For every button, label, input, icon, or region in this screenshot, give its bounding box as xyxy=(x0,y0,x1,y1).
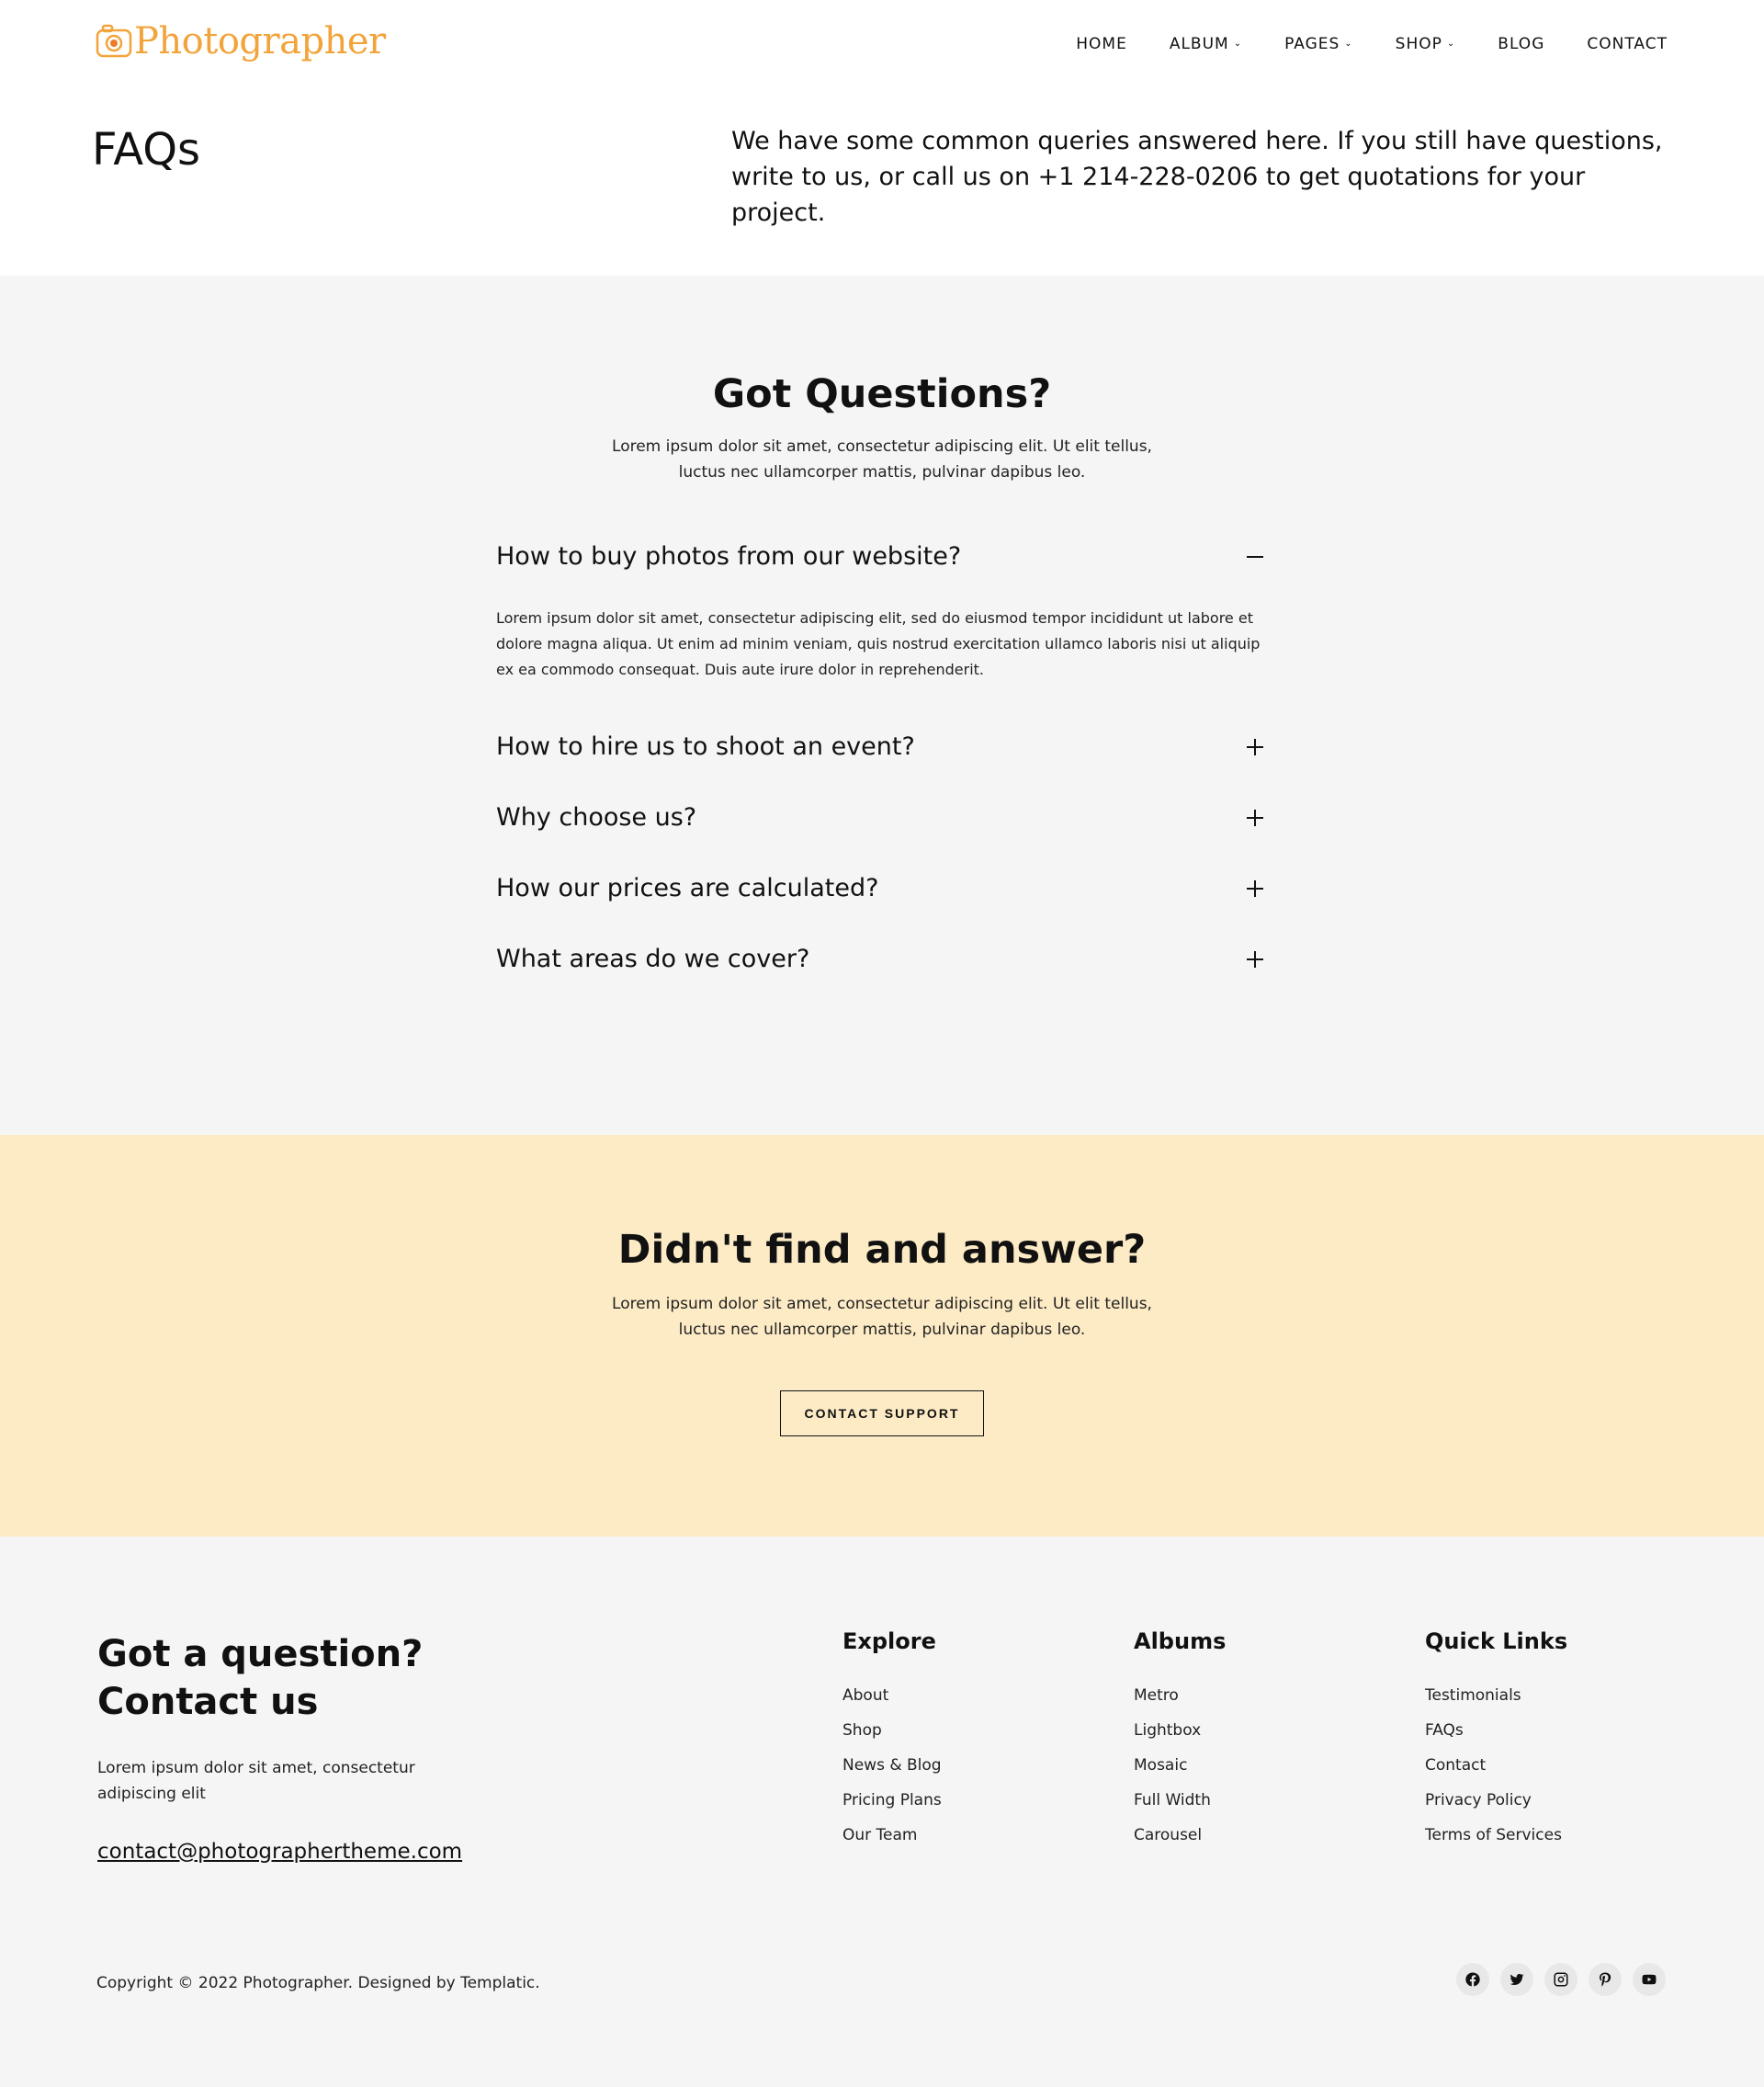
footer-title-line: Contact us xyxy=(97,1681,319,1723)
faq-item xyxy=(496,803,1264,832)
faq-subtitle-line: Lorem ipsum dolor sit amet, consectetur adipiscing elit. Ut elit tellus, xyxy=(612,437,1152,456)
footer-link[interactable]: Full Width xyxy=(1134,1791,1211,1809)
faq-section xyxy=(0,276,1764,1135)
contact-support-button[interactable]: CONTACT SUPPORT xyxy=(780,1390,984,1436)
nav-label: BLOG xyxy=(1498,35,1545,53)
page-title: FAQs xyxy=(92,124,200,176)
instagram-icon[interactable] xyxy=(1544,1963,1577,1996)
footer-link[interactable]: Testimonials xyxy=(1425,1686,1521,1705)
footer-link[interactable]: Metro xyxy=(1134,1686,1179,1705)
nav-contact[interactable] xyxy=(1587,35,1668,53)
nav-album[interactable] xyxy=(1170,35,1242,53)
logo-text: Photographer xyxy=(134,20,386,62)
pinterest-icon[interactable] xyxy=(1589,1963,1622,1996)
plus-icon[interactable] xyxy=(1246,879,1264,898)
footer-title-line: Got a question? xyxy=(97,1633,424,1675)
cta-subtitle-line: luctus nec ullamcorper mattis, pulvinar dapibus leo. xyxy=(678,1321,1086,1339)
faq-item xyxy=(496,542,1264,683)
nav-label: HOME xyxy=(1076,35,1127,53)
faq-question: How our prices are calculated? xyxy=(496,874,879,902)
footer-link[interactable]: Lightbox xyxy=(1134,1721,1202,1740)
contact-cta-section xyxy=(0,1135,1764,1537)
footer-link[interactable]: Terms of Services xyxy=(1425,1826,1562,1844)
nav-home[interactable] xyxy=(1076,35,1127,53)
footer-link[interactable]: Carousel xyxy=(1134,1826,1203,1844)
page-intro: We have some common queries answered here. If you still have questions, write to us, or call us on +1 214-228-0206 to get quotations for your project. xyxy=(731,127,1663,227)
chevron-down-icon: ⌄ xyxy=(1344,38,1353,49)
footer-col-heading: Quick Links xyxy=(1425,1628,1568,1654)
faq-question: How to hire us to shoot an event? xyxy=(496,732,915,761)
faq-question-toggle[interactable] xyxy=(496,732,1264,761)
cta-heading: Didn't find and answer? xyxy=(617,1227,1147,1273)
footer-col-quick-links xyxy=(1425,1628,1567,1860)
footer-link[interactable]: FAQs xyxy=(1425,1721,1464,1740)
footer-link[interactable]: Contact xyxy=(1425,1756,1487,1775)
faq-question: What areas do we cover? xyxy=(496,945,810,973)
footer-link[interactable]: News & Blog xyxy=(842,1756,942,1775)
nav-label: ALBUM xyxy=(1169,35,1229,53)
faq-heading: Got Questions? xyxy=(712,371,1052,417)
chevron-down-icon: ⌄ xyxy=(1233,38,1243,49)
youtube-icon[interactable] xyxy=(1633,1963,1666,1996)
faq-question-toggle[interactable] xyxy=(496,542,1264,571)
faq-item xyxy=(496,874,1264,902)
footer-link[interactable]: Our Team xyxy=(842,1826,918,1844)
cta-subtitle-line: Lorem ipsum dolor sit amet, consectetur adipiscing elit. Ut elit tellus, xyxy=(612,1295,1152,1313)
footer-link[interactable]: Privacy Policy xyxy=(1425,1791,1532,1809)
faq-question-toggle[interactable] xyxy=(496,945,1264,973)
cta-subtitle xyxy=(0,1291,1764,1343)
footer-col-albums xyxy=(1134,1628,1226,1860)
footer-link[interactable]: Mosaic xyxy=(1134,1756,1188,1775)
footer-email-link[interactable]: contact@photographertheme.com xyxy=(97,1840,463,1864)
footer-link[interactable]: Shop xyxy=(842,1721,882,1740)
twitter-icon[interactable] xyxy=(1500,1963,1533,1996)
nav-label: SHOP xyxy=(1395,35,1442,53)
faq-answer: Lorem ipsum dolor sit amet, consectetur adipiscing elit, sed do eiusmod tempor incididunt ut labore et dolore magna aliqua. Ut enim ad minim veniam, quis nostrud exercitation ullamco laboris nisi ut aliquip ex ea commodo consequat. Duis aute irure dolor in reprehenderit. xyxy=(496,609,1261,678)
copyright-text: Copyright © 2022 Photographer. Designed by Templatic. xyxy=(96,1974,540,1992)
footer-link[interactable]: Pricing Plans xyxy=(842,1791,942,1809)
plus-icon[interactable] xyxy=(1246,950,1264,969)
main-nav xyxy=(1034,35,1668,53)
camera-logo-icon xyxy=(96,23,132,60)
nav-label: PAGES xyxy=(1284,35,1340,53)
faq-item xyxy=(496,732,1264,761)
nav-blog[interactable] xyxy=(1498,35,1544,53)
social-links xyxy=(1456,1963,1666,1996)
nav-shop[interactable] xyxy=(1396,35,1456,53)
footer-col-heading: Explore xyxy=(842,1628,936,1654)
logo[interactable] xyxy=(96,20,386,62)
minus-icon[interactable] xyxy=(1246,548,1264,566)
faq-item xyxy=(496,945,1264,973)
nav-pages[interactable] xyxy=(1284,35,1353,53)
faq-subtitle-line: luctus nec ullamcorper mattis, pulvinar dapibus leo. xyxy=(678,463,1086,482)
site-footer xyxy=(0,1537,1764,2087)
faq-question: How to buy photos from our website? xyxy=(496,542,962,571)
footer-col-explore xyxy=(842,1628,942,1860)
footer-text: Lorem ipsum dolor sit amet, consectetur adipiscing elit xyxy=(97,1759,415,1803)
faq-list xyxy=(496,542,1264,973)
footer-title xyxy=(97,1630,423,1726)
chevron-down-icon: ⌄ xyxy=(1446,38,1456,49)
faq-question-toggle[interactable] xyxy=(496,803,1264,832)
plus-icon[interactable] xyxy=(1246,809,1264,827)
footer-link[interactable]: About xyxy=(842,1686,889,1705)
nav-label: CONTACT xyxy=(1587,35,1668,53)
faq-subtitle xyxy=(0,434,1764,485)
site-header xyxy=(0,0,1764,276)
footer-col-heading: Albums xyxy=(1134,1628,1227,1654)
faq-question-toggle[interactable] xyxy=(496,874,1264,902)
facebook-icon[interactable] xyxy=(1456,1963,1489,1996)
plus-icon[interactable] xyxy=(1246,738,1264,756)
faq-question: Why choose us? xyxy=(496,803,697,832)
